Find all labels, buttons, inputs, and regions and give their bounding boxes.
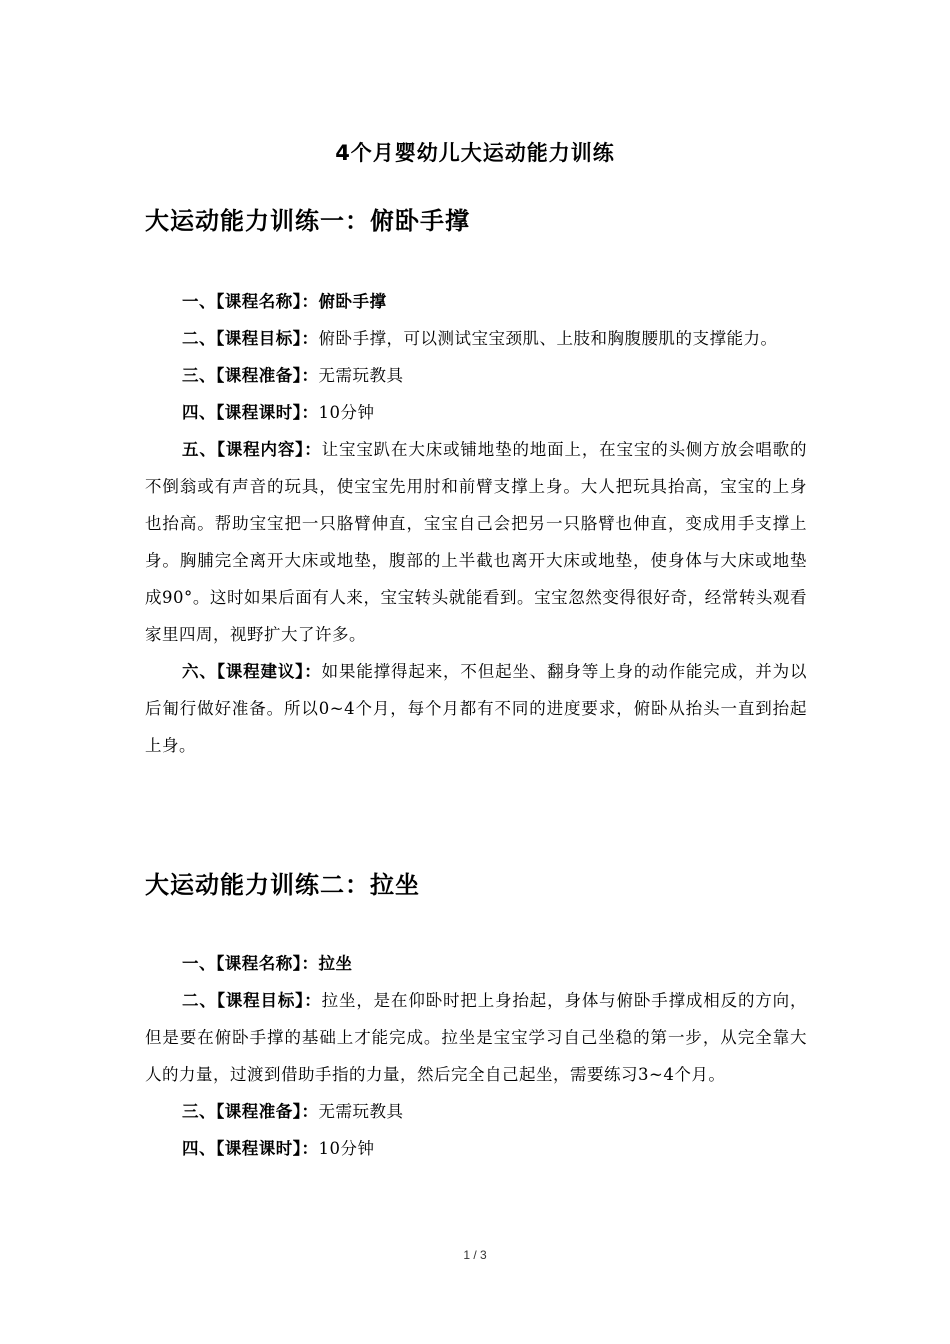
course-duration-text: 10分钟 <box>318 1139 375 1158</box>
course-goal-text: 拉坐，是在仰卧时把上身抬起，身体与俯卧手撑成相反的方向，但是要在俯卧手撑的基础上才能完成。拉坐是宝宝学习自己坐稳的第一步，从完全靠大人的力量，过渡到借助手指的力量，然后完全自己起坐，需要练习3~4个月。 <box>145 991 808 1084</box>
course-content-text: 让宝宝趴在大床或铺地垫的地面上，在宝宝的头侧方放会唱歌的不倒翁或有声音的玩具，使宝宝先用肘和前臂支撑上身。大人把玩具抬高，宝宝的上身也抬高。帮助宝宝把一只胳臂伸直，宝宝自己会把另一只胳臂也伸直，变成用手支撑上身。胸脯完全离开大床或地垫，腹部的上半截也离开大床或地垫，使身体与大床或地垫成90°。这时如果后面有人来，宝宝转头就能看到。宝宝忽然变得很好奇，经常转头观看家里四周，视野扩大了许多。 <box>145 440 808 644</box>
course-name-label: 一、【课程名称】： <box>182 292 319 311</box>
course-advice-text: 如果能撑得起来，不但起坐、翻身等上身的动作能完成，并为以后匍行做好准备。所以0~4个月，每个月都有不同的进度要求，俯卧从抬头一直到抬起上身。 <box>145 662 808 755</box>
course-prep-text: 无需玩教具 <box>318 1102 404 1121</box>
section-heading-1: 大运动能力训练一：俯卧手撑 <box>145 207 470 235</box>
course-name-label: 一、【课程名称】： <box>182 954 319 973</box>
document-title: 4个月婴幼儿大运动能力训练 <box>335 141 615 165</box>
course-prep-row <box>145 357 807 394</box>
course-duration-label: 四、【课程课时】： <box>182 1139 319 1158</box>
course-duration-text: 10分钟 <box>318 403 375 422</box>
course-name-value: 拉坐 <box>318 954 353 973</box>
course-prep-text: 无需玩教具 <box>318 366 404 385</box>
course-prep-label: 三、【课程准备】： <box>182 1102 319 1121</box>
section-body-2 <box>145 945 807 1167</box>
course-duration-row <box>145 394 807 431</box>
course-goal-text: 俯卧手撑，可以测试宝宝颈肌、上肢和胸腹腰肌的支撑能力。 <box>318 329 778 348</box>
section-heading-2: 大运动能力训练二：拉坐 <box>145 871 420 899</box>
course-name-row <box>145 283 807 320</box>
course-advice-row <box>145 653 807 764</box>
course-name-row <box>145 945 807 982</box>
course-goal-row <box>145 982 807 1093</box>
course-duration-label: 四、【课程课时】： <box>182 403 319 422</box>
section-body-1 <box>145 283 807 764</box>
course-content-label: 五、【课程内容】： <box>182 440 322 459</box>
page-number: 1 / 3 <box>463 1248 487 1262</box>
course-name-value: 俯卧手撑 <box>318 292 387 311</box>
course-goal-label: 二、【课程目标】： <box>182 991 322 1010</box>
course-advice-label: 六、【课程建议】： <box>182 662 322 681</box>
course-content-row <box>145 431 807 653</box>
course-duration-row <box>145 1130 807 1167</box>
course-goal-row <box>145 320 807 357</box>
course-prep-label: 三、【课程准备】： <box>182 366 319 385</box>
course-prep-row <box>145 1093 807 1130</box>
course-goal-label: 二、【课程目标】： <box>182 329 319 348</box>
